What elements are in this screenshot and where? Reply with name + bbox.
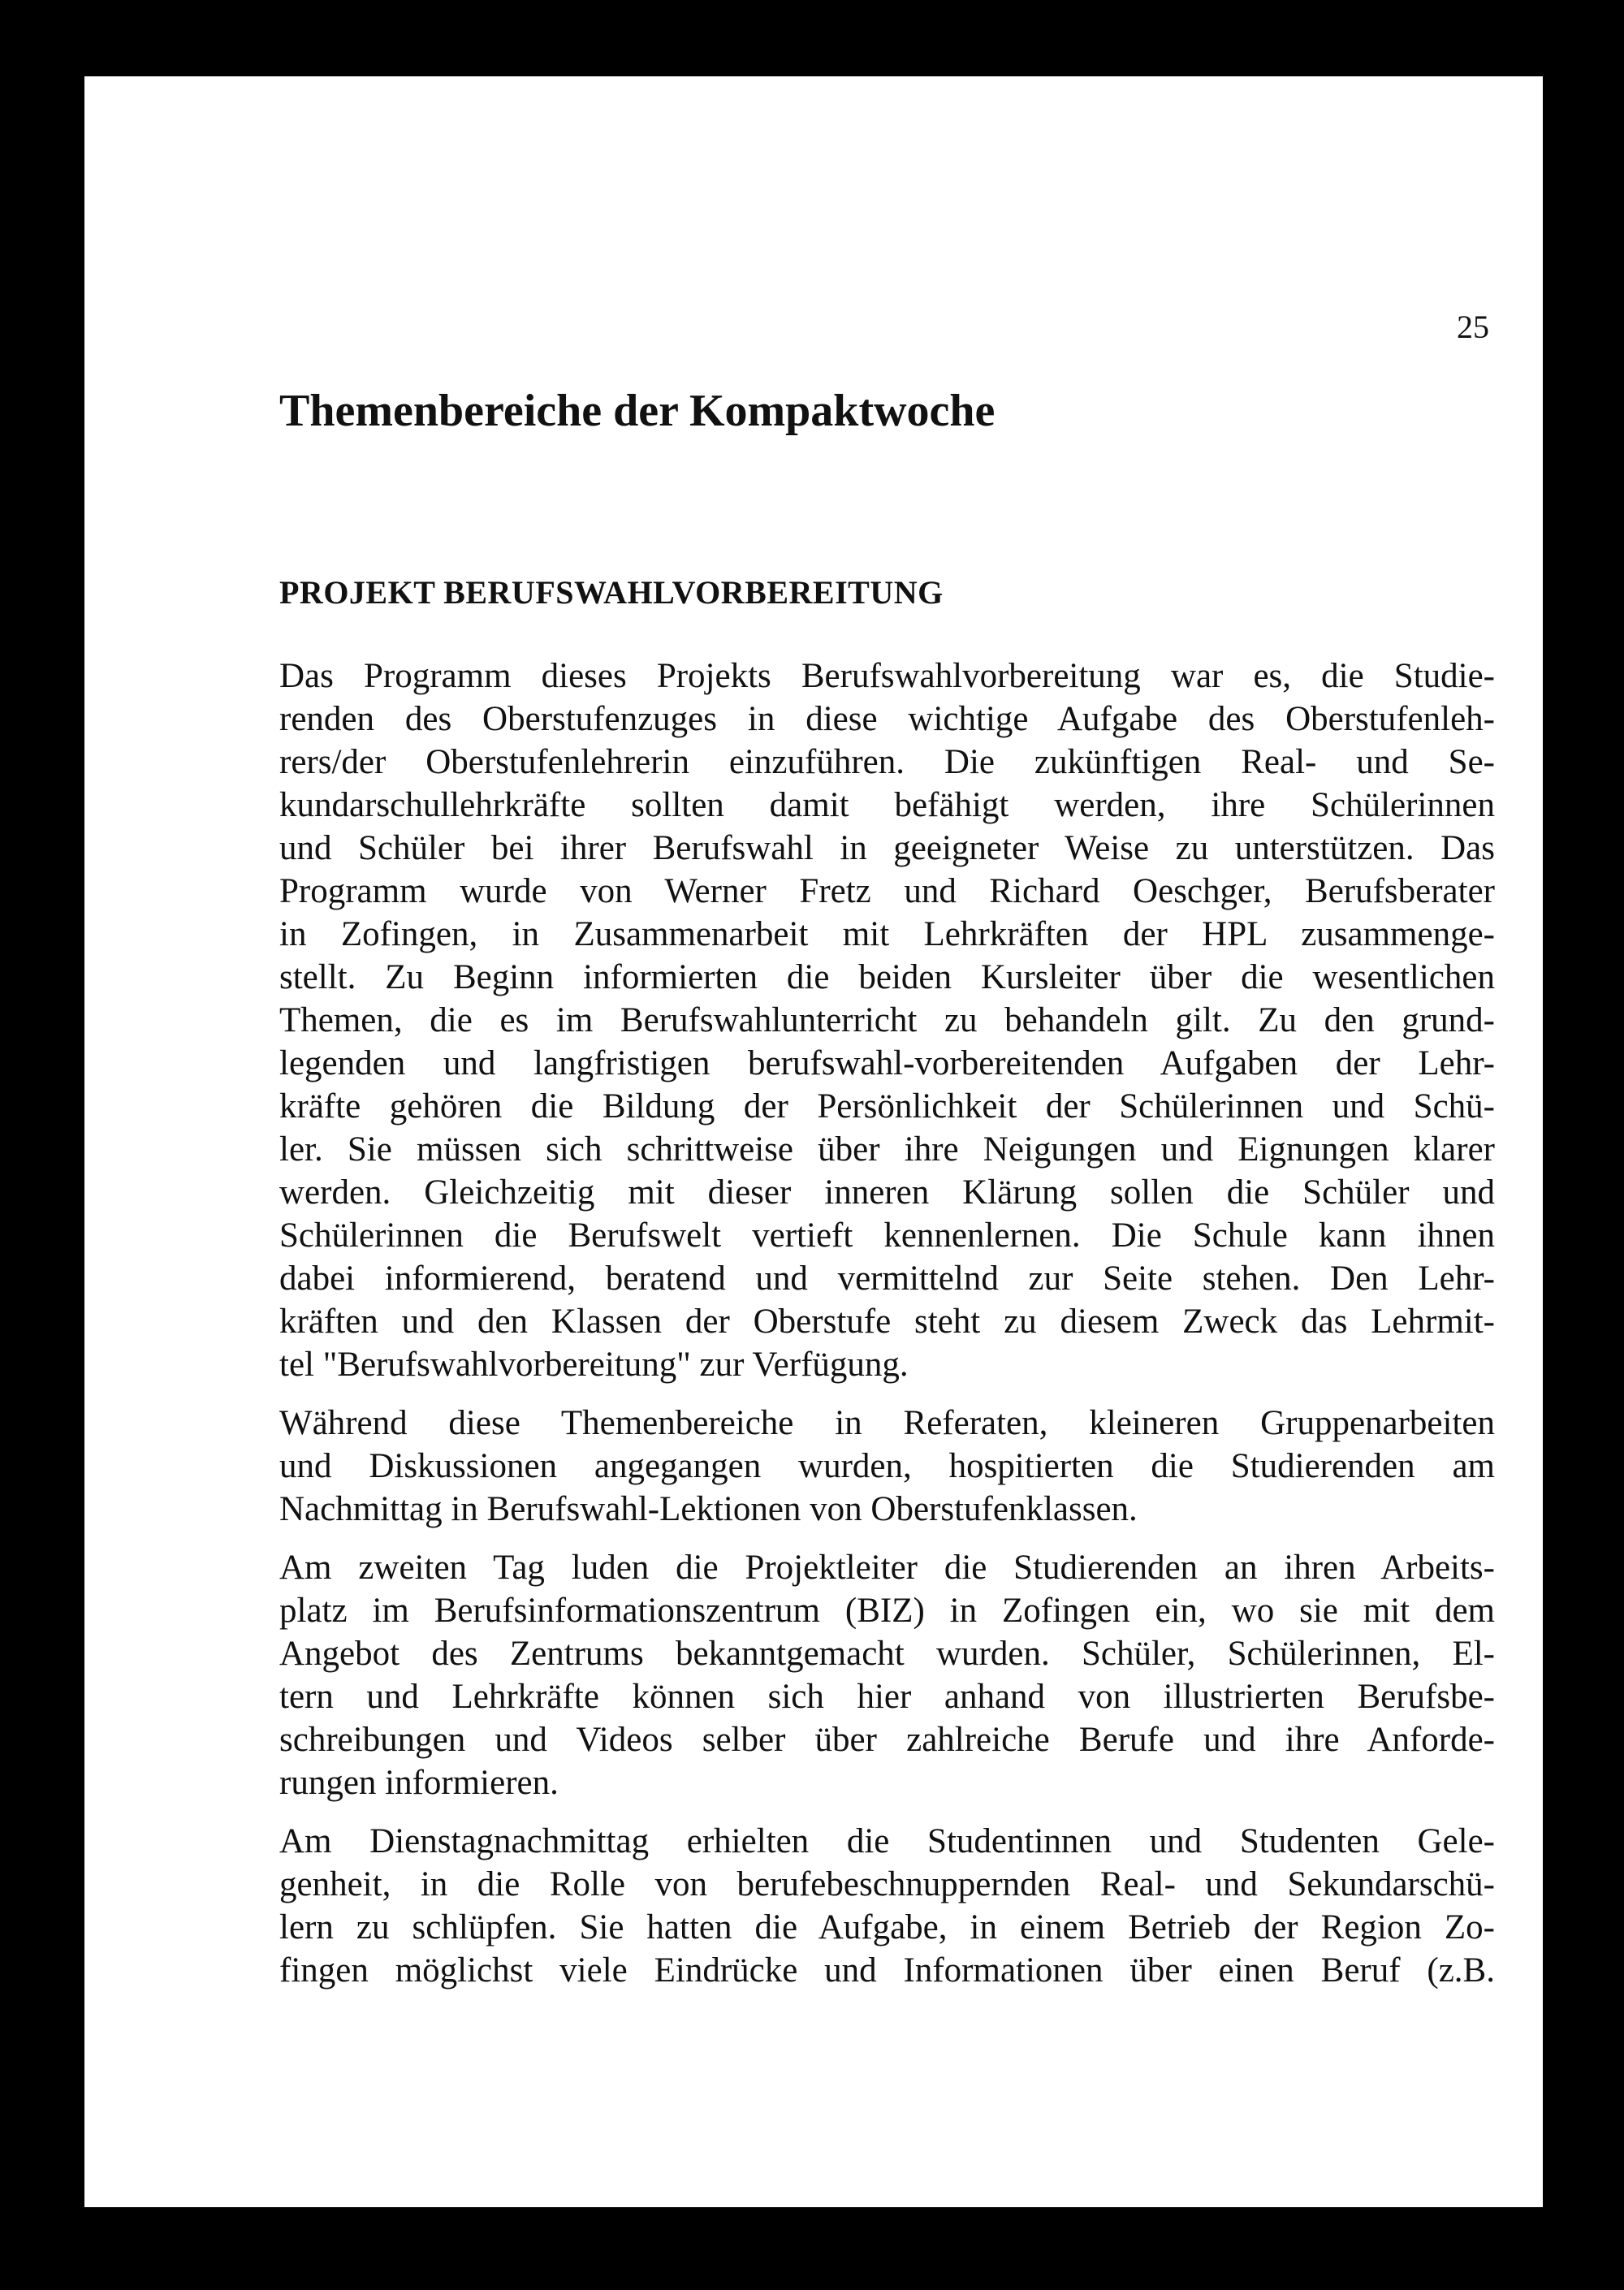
paragraph [279,1402,1495,1531]
section-heading: PROJEKT BERUFSWAHLVORBEREITUNG [279,574,944,611]
text-line: Schülerinnen die Berufswelt vertieft kennenlernen. Die Schule kann ihnen [279,1216,1495,1255]
text-line: schreibungen und Videos selber über zahlreiche Berufe und ihre Anforde- [279,1721,1495,1759]
paragraph [279,655,1495,1386]
text-line: lern zu schlüpfen. Sie hatten die Aufgabe, in einem Betrieb der Region Zo- [279,1908,1495,1946]
paragraph [279,1820,1495,1992]
text-line: Angebot des Zentrums bekanntgemacht wurden. Schüler, Schülerinnen, El- [279,1635,1495,1673]
text-line: kundarschullehrkräfte sollten damit befähigt werden, ihre Schülerinnen [279,786,1495,824]
text-line: ler. Sie müssen sich schrittweise über ihre Neigungen und Eignungen klarer [279,1130,1495,1169]
text-line: Programm wurde von Werner Fretz und Richard Oeschger, Berufsberater [279,872,1495,910]
text-line: und Diskussionen angegangen wurden, hospitierten die Studierenden am [279,1447,1495,1485]
text-line: rers/der Oberstufenlehrerin einzuführen. Die zukünftigen Real- und Se- [279,743,1495,781]
text-line: tel "Berufswahlvorbereitung" zur Verfügung. [279,1346,909,1384]
text-line: in Zofingen, in Zusammenarbeit mit Lehrkräften der HPL zusammenge- [279,915,1495,953]
text-line: werden. Gleichzeitig mit dieser inneren Klärung sollen die Schüler und [279,1173,1495,1212]
text-line: platz im Berufsinformationszentrum (BIZ) in Zofingen ein, wo sie mit dem [279,1592,1495,1630]
text-line: kräften und den Klassen der Oberstufe steht zu diesem Zweck das Lehrmit- [279,1303,1495,1341]
text-line: rungen informieren. [279,1764,559,1802]
page-title: Themenbereiche der Kompaktwoche [279,386,996,436]
text-line: renden des Oberstufenzuges in diese wichtige Aufgabe des Oberstufenleh- [279,700,1495,738]
text-line: Am zweiten Tag luden die Projektleiter die Studierenden an ihren Arbeits- [279,1549,1495,1587]
text-line: und Schüler bei ihrer Berufswahl in geeigneter Weise zu unterstützen. Das [279,829,1495,867]
document-page [84,76,1543,2207]
text-line: Nachmittag in Berufswahl-Lektionen von Oberstufenklassen. [279,1490,1138,1528]
page-number: 25 [1457,309,1489,345]
text-line: Themen, die es im Berufswahlunterricht zu behandeln gilt. Zu den grund- [279,1001,1495,1039]
text-line: legenden und langfristigen berufswahl-vorbereitenden Aufgaben der Lehr- [279,1044,1495,1082]
text-line: Während diese Themenbereiche in Referaten, kleineren Gruppenarbeiten [279,1404,1495,1442]
text-line: Das Programm dieses Projekts Berufswahlvorbereitung war es, die Studie- [279,657,1495,695]
text-line: tern und Lehrkräfte können sich hier anhand von illustrierten Berufsbe- [279,1678,1495,1716]
text-line: Am Dienstagnachmittag erhielten die Studentinnen und Studenten Gele- [279,1822,1495,1860]
text-line: genheit, in die Rolle von berufebeschnuppernden Real- und Sekundarschü- [279,1865,1495,1903]
text-line: fingen möglichst viele Eindrücke und Informationen über einen Beruf (z.B. [279,1951,1495,1990]
text-line: dabei informierend, beratend und vermittelnd zur Seite stehen. Den Lehr- [279,1260,1495,1298]
paragraph [279,1546,1495,1804]
body-text [279,655,1495,2007]
text-line: stellt. Zu Beginn informierten die beiden Kursleiter über die wesentlichen [279,958,1495,996]
text-line: kräfte gehören die Bildung der Persönlichkeit der Schülerinnen und Schü- [279,1087,1495,1126]
